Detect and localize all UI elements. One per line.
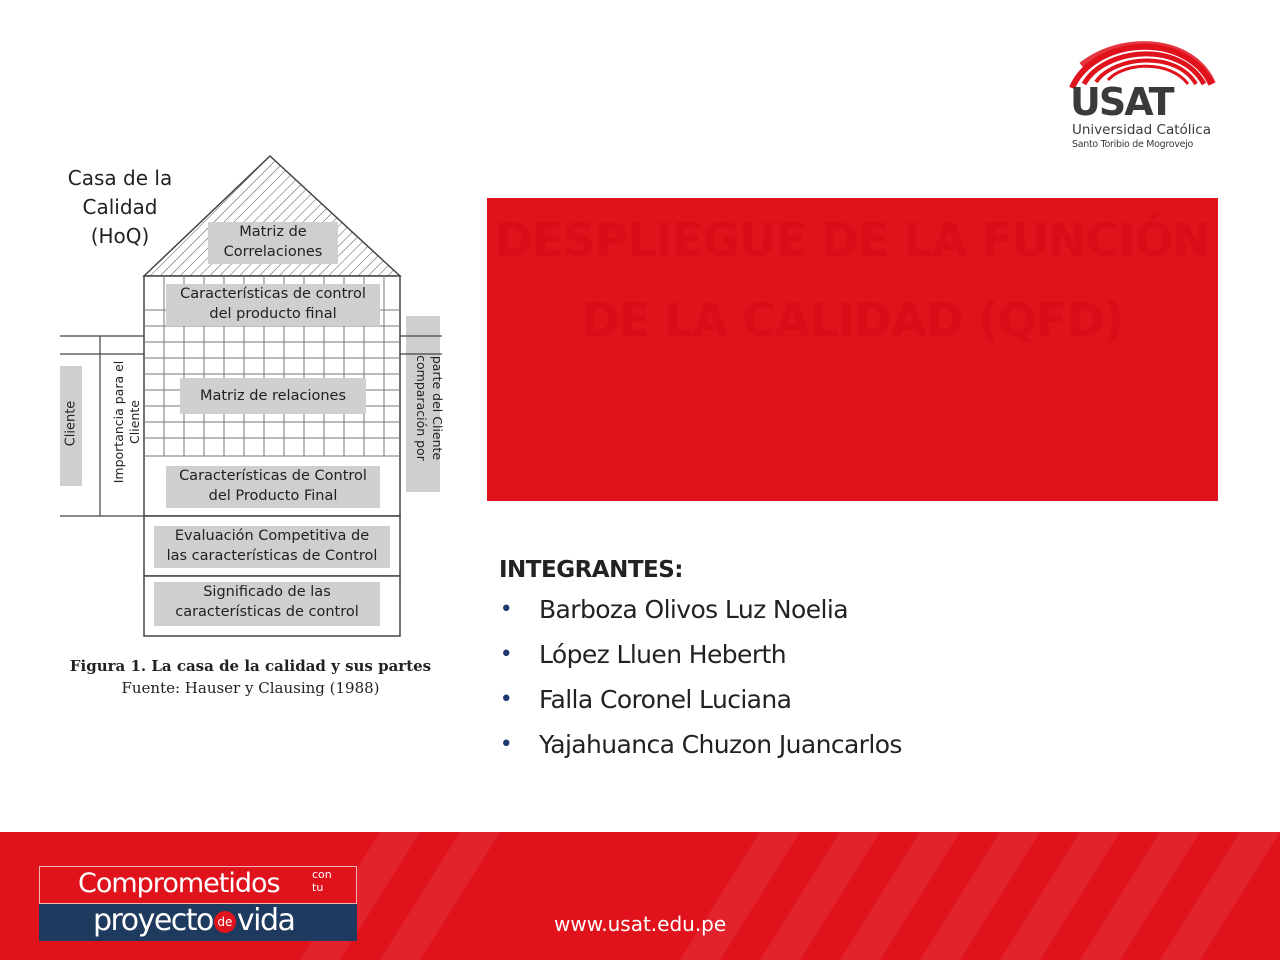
list-item — [499, 677, 1059, 722]
slogan-word-vida: vida — [236, 903, 295, 938]
slogan-line-1: Comprometidos — [78, 868, 280, 899]
hoq-label-line: (HoQ) — [90, 224, 150, 248]
box-line: Matriz de — [239, 224, 307, 240]
members-section — [499, 553, 1059, 767]
hoq-label — [60, 164, 180, 251]
hoq-label-line: Calidad — [82, 195, 158, 219]
title-box — [487, 198, 1218, 501]
bullet-icon: • — [499, 642, 513, 667]
slogan-line-2 — [93, 902, 294, 940]
box-line: características de control — [175, 604, 359, 620]
box-line: del producto final — [209, 306, 337, 322]
control-characteristics-bottom-box — [166, 466, 380, 508]
member-name: López Lluen Heberth — [539, 640, 786, 669]
significance-box — [154, 582, 380, 626]
house-of-quality-figure — [58, 150, 443, 710]
box-line: Significado de las — [203, 584, 331, 600]
competitive-evaluation-box — [154, 526, 390, 568]
vertical-label-line: comparación por — [414, 355, 429, 461]
hoq-label-line: Casa de la — [67, 166, 173, 190]
box-line: Características de control — [180, 286, 366, 302]
vertical-label-line: Cliente — [127, 400, 142, 444]
member-name: Falla Coronel Luciana — [539, 685, 792, 714]
correlation-matrix-box — [208, 222, 338, 264]
vertical-label-line: Importancia para el — [111, 360, 126, 484]
box-line: Características de Control — [179, 468, 367, 484]
slogan-word-proyecto: proyecto — [93, 903, 213, 938]
left-vertical-label-cliente: Cliente — [63, 400, 79, 447]
bullet-icon: • — [499, 597, 513, 622]
list-item — [499, 722, 1059, 767]
logo-university-name: Universidad Católica — [1072, 122, 1211, 138]
relationship-matrix-box: Matriz de relaciones — [180, 378, 366, 414]
bullet-icon: • — [499, 687, 513, 712]
logo-wordmark: USAT — [1070, 80, 1173, 124]
member-name: Yajahuanca Chuzon Juancarlos — [539, 730, 902, 759]
figure-caption: Figura 1. La casa de la calidad y sus partes — [69, 657, 432, 675]
slide-title: DESPLIEGUE DE LA FUNCIÓN DE LA CALIDAD (QFD) — [494, 213, 1211, 347]
usat-logo — [1062, 32, 1232, 157]
logo-university-subname: Santo Toribio de Mogrovejo — [1072, 139, 1194, 150]
left-vertical-label-importancia — [111, 352, 143, 492]
list-item — [499, 587, 1059, 632]
bullet-icon: • — [499, 732, 513, 757]
control-characteristics-top-box — [166, 284, 380, 326]
slogan-con: con — [312, 868, 332, 881]
member-name: Barboza Olivos Luz Noelia — [539, 595, 848, 624]
box-line: Evaluación Competitiva de — [174, 528, 370, 544]
members-heading: INTEGRANTES: — [499, 557, 684, 583]
vertical-label-line: parte del Cliente — [430, 355, 445, 461]
members-list — [499, 587, 1059, 767]
list-item — [499, 632, 1059, 677]
figure-source: Fuente: Hauser y Clausing (1988) — [121, 679, 380, 697]
slogan-de-badge: de — [214, 911, 236, 933]
box-line: Correlaciones — [223, 244, 323, 260]
box-line: del Producto Final — [208, 488, 338, 504]
website-url: www.usat.edu.pe — [554, 912, 727, 936]
right-vertical-label — [413, 333, 445, 483]
slogan-tu: tu — [312, 881, 324, 894]
box-line: las características de Control — [166, 548, 378, 564]
